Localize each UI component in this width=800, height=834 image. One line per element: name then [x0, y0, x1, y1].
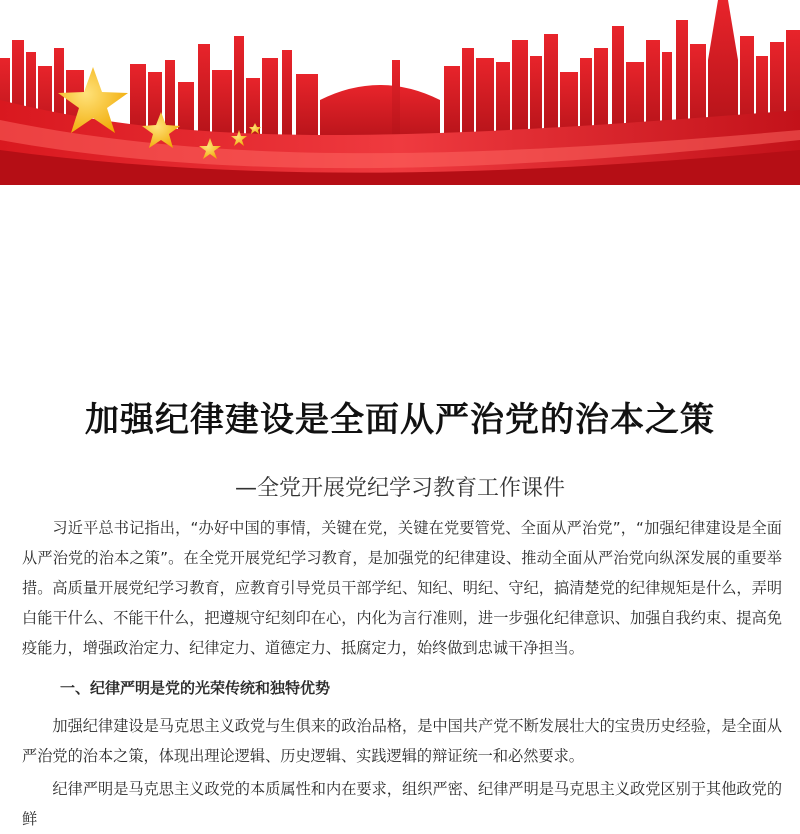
paragraph-section-1b: 纪律严明是马克思主义政党的本质属性和内在要求，组织严密、纪律严明是马克思主义政党区别于其他政党的鲜	[22, 780, 782, 828]
paragraph-section-1: 加强纪律建设是马克思主义政党与生俱来的政治品格，是中国共产党不断发展壮大的宝贵历史经验，是全面从严治党的治本之策，体现出理论逻辑、历史逻辑、实践逻辑的辩证统一和必然要求。	[22, 717, 782, 765]
header-banner	[0, 0, 800, 185]
section-heading: 一、纪律严明是党的光荣传统和独特优势	[60, 679, 331, 697]
document-subtitle: —全党开展党纪学习教育工作课件	[234, 476, 565, 501]
paragraph-intro: 习近平总书记指出，“办好中国的事情，关键在党，关键在党要管党、全面从严治党”，“加强纪律建设是全面从严治党的治本之策”。在全党开展党纪学习教育，是加强党的纪律建设、推动全面从严治党向纵深发展的重要举措。高质量开展党纪学习教育，应教育引导党员干部学纪、知纪、明纪、守纪，搞清楚党的纪律规矩是什么，弄明白能干什么、不能干什么，把遵规守纪刻印在心，内化为言行准则，进一步强化纪律意识、加强自我约束、提高免疫能力，增强政治定力、纪律定力、道德定力、抵腐定力，始终做到忠诚干净担当。	[22, 519, 782, 657]
document-title: 加强纪律建设是全面从严治党的治本之策	[85, 400, 715, 440]
